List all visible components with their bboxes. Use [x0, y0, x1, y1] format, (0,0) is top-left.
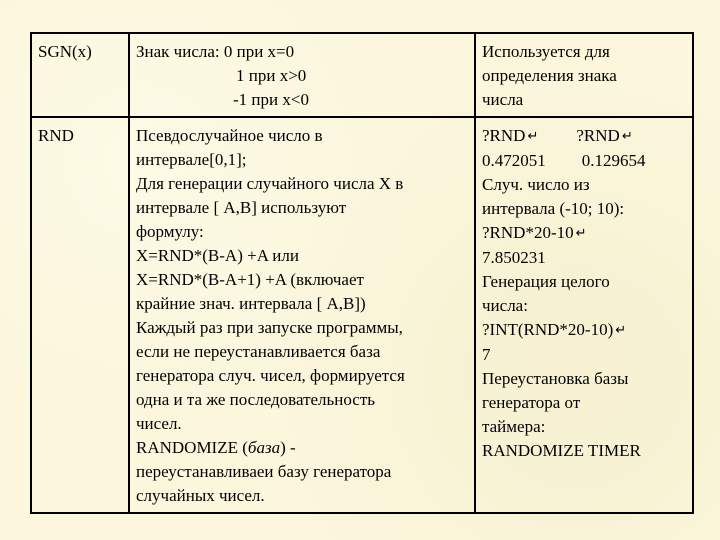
description-line: -1 при x<0 — [233, 90, 309, 109]
rnd-values-line — [482, 149, 687, 173]
description-line: чисел. — [136, 414, 182, 433]
enter-icon: ↵ — [527, 129, 539, 144]
usage-line: Генерация целого — [482, 272, 610, 291]
description-line: переустанавливаеи базу генератора — [136, 462, 392, 481]
description-line: формулу: — [136, 222, 204, 241]
description-line: X=RND*(B-A) +A или — [136, 246, 299, 265]
int-value: 7 — [482, 345, 491, 364]
randomize-argument: база — [247, 438, 281, 457]
rnd-command: ?RND — [576, 126, 620, 145]
int-command: ?INT(RND*20-10) — [482, 320, 614, 339]
function-cell-sgn — [31, 33, 129, 117]
usage-cell-rnd — [475, 117, 693, 513]
description-line: если не переустанавливается база — [136, 342, 381, 361]
usage-line: определения знака — [482, 66, 617, 85]
description-line: одна и та же последовательность — [136, 390, 376, 409]
description-line: Знак числа: 0 при x=0 — [136, 42, 295, 61]
usage-line: интервала (-10; 10): — [482, 199, 625, 218]
rnd-command: ?RND — [482, 126, 526, 145]
description-line: X=RND*(B-A+1) +A (включает — [136, 270, 364, 289]
usage-line: Переустановка базы — [482, 369, 629, 388]
rnd-value: 0.129654 — [581, 151, 646, 170]
randomize-prefix: RANDOMIZE ( — [136, 438, 248, 457]
enter-icon: ↵ — [621, 129, 633, 144]
function-name: RND — [38, 126, 74, 145]
int-command-line — [482, 318, 687, 343]
description-line: Каждый раз при запуске программы, — [136, 318, 403, 337]
randomize-suffix: ) - — [280, 438, 296, 457]
usage-line: числа: — [482, 296, 528, 315]
usage-line: числа — [482, 90, 524, 109]
enter-icon: ↵ — [575, 226, 587, 241]
table-row-sgn — [31, 33, 693, 117]
usage-line: Случ. число из — [482, 175, 590, 194]
description-line: случайных чисел. — [136, 486, 265, 505]
description-line: интервале [ A,B] используют — [136, 198, 347, 217]
reset-command: RANDOMIZE TIMER — [482, 441, 641, 460]
usage-line: Используется для — [482, 42, 610, 61]
description-line: 1 при x>0 — [236, 66, 307, 85]
description-cell-rnd — [129, 117, 475, 513]
range-command-line — [482, 221, 687, 246]
randomize-line — [136, 436, 469, 460]
description-line: интервале[0,1]; — [136, 150, 247, 169]
description-line: крайние знач. интервала [ A,B]) — [136, 294, 366, 313]
usage-cell-sgn — [475, 33, 693, 117]
functions-table — [30, 32, 694, 514]
description-line: Псевдослучайное число в — [136, 126, 323, 145]
description-line: Для генерации случайного числа X в — [136, 174, 404, 193]
table-row-rnd — [31, 117, 693, 513]
function-cell-rnd — [31, 117, 129, 513]
function-name: SGN(x) — [38, 42, 92, 61]
description-cell-sgn — [129, 33, 475, 117]
range-value: 7.850231 — [482, 248, 546, 267]
enter-icon: ↵ — [615, 323, 627, 338]
usage-line: генератора от — [482, 393, 581, 412]
usage-line: таймера: — [482, 417, 546, 436]
range-command: ?RND*20-10 — [482, 223, 574, 242]
description-line: генератора случ. чисел, формируется — [136, 366, 405, 385]
rnd-commands-line — [482, 124, 687, 149]
rnd-value: 0.472051 — [482, 151, 546, 170]
